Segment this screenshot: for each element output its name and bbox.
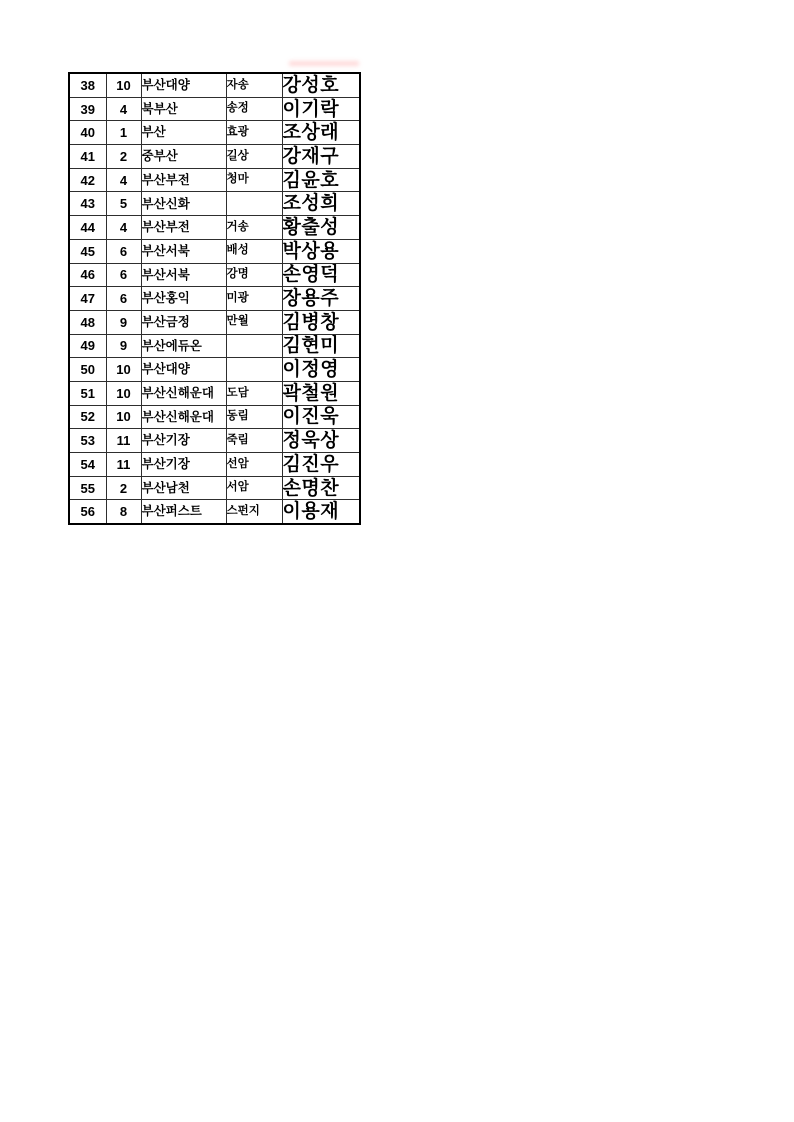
cell-club: 부산기장 xyxy=(141,453,226,477)
cell-no: 42 xyxy=(69,168,106,192)
table-row xyxy=(69,476,360,500)
cell-name: 조성희 xyxy=(282,192,360,216)
table-row xyxy=(69,405,360,429)
cell-no: 40 xyxy=(69,121,106,145)
cell-club: 부산 xyxy=(141,121,226,145)
cell-club: 부산홍익 xyxy=(141,287,226,311)
cell-club: 부산금정 xyxy=(141,310,226,334)
cell-name: 이정영 xyxy=(282,358,360,382)
cell-club: 부산남천 xyxy=(141,476,226,500)
cell-num: 9 xyxy=(106,334,141,358)
table-row xyxy=(69,168,360,192)
cell-num: 10 xyxy=(106,358,141,382)
cell-name: 정욱상 xyxy=(282,429,360,453)
cell-club: 부산서북 xyxy=(141,239,226,263)
cell-num: 9 xyxy=(106,310,141,334)
cell-team: 배성 xyxy=(226,239,282,263)
table-row xyxy=(69,381,360,405)
cell-no: 48 xyxy=(69,310,106,334)
cell-team: 거송 xyxy=(226,216,282,240)
cell-num: 10 xyxy=(106,73,141,97)
cell-club: 부산퍼스트 xyxy=(141,500,226,524)
cell-team xyxy=(226,192,282,216)
cell-name: 이용재 xyxy=(282,500,360,524)
cell-team: 미광 xyxy=(226,287,282,311)
cell-num: 4 xyxy=(106,168,141,192)
cell-team: 자송 xyxy=(226,73,282,97)
table-row xyxy=(69,239,360,263)
cell-no: 55 xyxy=(69,476,106,500)
cell-no: 51 xyxy=(69,381,106,405)
table-row xyxy=(69,121,360,145)
roster-table-body xyxy=(69,73,360,524)
cell-no: 43 xyxy=(69,192,106,216)
cell-num: 4 xyxy=(106,97,141,121)
table-row xyxy=(69,310,360,334)
cell-name: 황출성 xyxy=(282,216,360,240)
cell-team xyxy=(226,358,282,382)
cell-no: 41 xyxy=(69,145,106,169)
table-row xyxy=(69,73,360,97)
cell-club: 중부산 xyxy=(141,145,226,169)
cell-num: 4 xyxy=(106,216,141,240)
cell-num: 2 xyxy=(106,476,141,500)
cell-no: 54 xyxy=(69,453,106,477)
roster-table xyxy=(68,72,361,525)
cell-no: 49 xyxy=(69,334,106,358)
cell-num: 8 xyxy=(106,500,141,524)
cell-name: 손명찬 xyxy=(282,476,360,500)
cell-club: 부산부전 xyxy=(141,168,226,192)
cell-team: 만월 xyxy=(226,310,282,334)
cell-name: 이진욱 xyxy=(282,405,360,429)
cell-club: 부산신해운대 xyxy=(141,405,226,429)
cell-team: 강명 xyxy=(226,263,282,287)
cell-name: 조상래 xyxy=(282,121,360,145)
cell-team: 선암 xyxy=(226,453,282,477)
cell-name: 이기락 xyxy=(282,97,360,121)
cell-team: 길상 xyxy=(226,145,282,169)
cell-no: 56 xyxy=(69,500,106,524)
scan-artifact xyxy=(289,61,359,66)
cell-name: 김윤호 xyxy=(282,168,360,192)
cell-team: 동림 xyxy=(226,405,282,429)
table-row xyxy=(69,263,360,287)
cell-name: 손영덕 xyxy=(282,263,360,287)
cell-num: 2 xyxy=(106,145,141,169)
cell-num: 5 xyxy=(106,192,141,216)
table-row xyxy=(69,287,360,311)
cell-club: 부산신해운대 xyxy=(141,381,226,405)
cell-team: 도담 xyxy=(226,381,282,405)
cell-no: 44 xyxy=(69,216,106,240)
cell-club: 부산에듀온 xyxy=(141,334,226,358)
cell-no: 52 xyxy=(69,405,106,429)
cell-club: 부산기장 xyxy=(141,429,226,453)
cell-no: 50 xyxy=(69,358,106,382)
cell-no: 38 xyxy=(69,73,106,97)
table-row xyxy=(69,358,360,382)
table-row xyxy=(69,145,360,169)
table-row xyxy=(69,192,360,216)
cell-name: 곽철원 xyxy=(282,381,360,405)
cell-club: 부산대양 xyxy=(141,358,226,382)
table-row xyxy=(69,97,360,121)
cell-club: 부산부전 xyxy=(141,216,226,240)
cell-club: 부산신화 xyxy=(141,192,226,216)
cell-no: 45 xyxy=(69,239,106,263)
table-row xyxy=(69,216,360,240)
cell-no: 53 xyxy=(69,429,106,453)
cell-num: 6 xyxy=(106,287,141,311)
cell-club: 북부산 xyxy=(141,97,226,121)
cell-name: 장용주 xyxy=(282,287,360,311)
cell-club: 부산대양 xyxy=(141,73,226,97)
cell-team xyxy=(226,334,282,358)
cell-num: 11 xyxy=(106,429,141,453)
cell-team: 효광 xyxy=(226,121,282,145)
cell-name: 김진우 xyxy=(282,453,360,477)
cell-num: 11 xyxy=(106,453,141,477)
table-row xyxy=(69,453,360,477)
cell-team: 죽림 xyxy=(226,429,282,453)
cell-name: 김현미 xyxy=(282,334,360,358)
cell-no: 47 xyxy=(69,287,106,311)
cell-name: 김병창 xyxy=(282,310,360,334)
cell-num: 1 xyxy=(106,121,141,145)
cell-num: 10 xyxy=(106,381,141,405)
table-row xyxy=(69,500,360,524)
table-row xyxy=(69,334,360,358)
cell-name: 박상용 xyxy=(282,239,360,263)
cell-team: 송정 xyxy=(226,97,282,121)
cell-name: 강재구 xyxy=(282,145,360,169)
cell-num: 6 xyxy=(106,239,141,263)
cell-name: 강성호 xyxy=(282,73,360,97)
cell-club: 부산서북 xyxy=(141,263,226,287)
cell-num: 6 xyxy=(106,263,141,287)
cell-num: 10 xyxy=(106,405,141,429)
cell-no: 39 xyxy=(69,97,106,121)
table-row xyxy=(69,429,360,453)
cell-team: 스펀지 xyxy=(226,500,282,524)
cell-no: 46 xyxy=(69,263,106,287)
cell-team: 청마 xyxy=(226,168,282,192)
cell-team: 서암 xyxy=(226,476,282,500)
